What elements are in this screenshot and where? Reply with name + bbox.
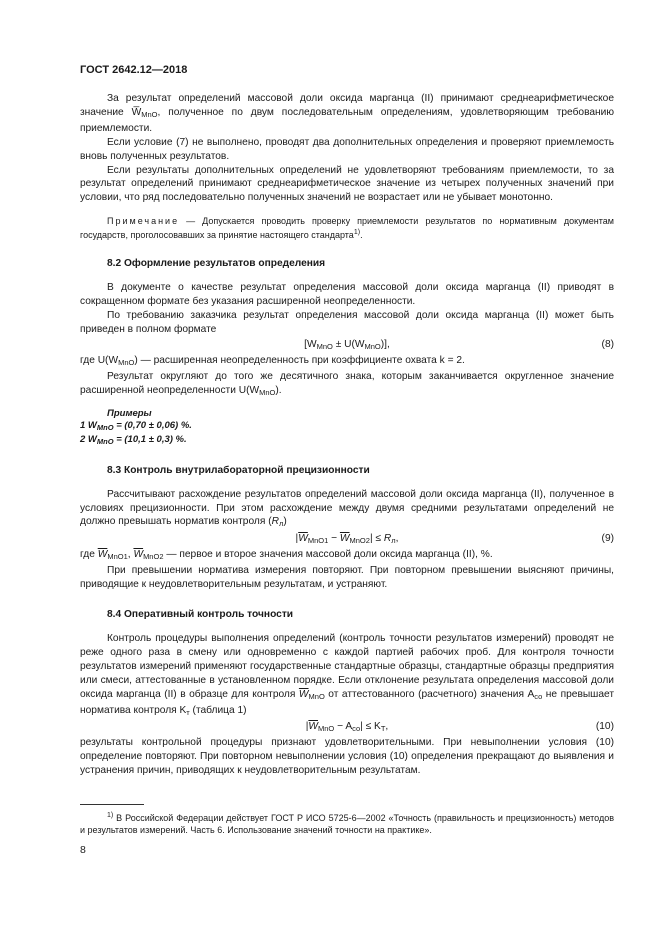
example-1: 1 $W_{MnO} = (0,70 \pm 0,06)$ %.	[80, 419, 192, 432]
main-content	[80, 92, 614, 778]
formula-10-number: (10)	[595, 721, 614, 733]
footnote-divider	[80, 804, 144, 805]
example-2: 2 $W_{MnO} = (10,1 \pm 0,3)$ %.	[80, 433, 187, 446]
note-label: Примечание	[107, 216, 180, 227]
formula-8-expr: $[W_{MnO} \pm U(W_{MnO})]$,	[304, 338, 390, 351]
document-header: ГОСТ 2642.12—2018	[80, 64, 188, 76]
paragraph-s82-where: где $U(W_{MnO})$ — расширенная неопределенность при коэффициенте охвата k = 2.	[80, 354, 465, 367]
formula-10-expr: $|\overline{W}_{MnO} - A_{со}| \le K_Т$,	[305, 721, 389, 734]
footnote	[80, 810, 614, 836]
section-8-2-title: 8.2 Оформление результатов определения	[107, 258, 326, 270]
formula-8	[80, 337, 614, 354]
formula-9-number: (9)	[601, 533, 614, 545]
text: , полученное по двум последовательным определениям, удовлетворяющим требованию приемлемости.	[80, 106, 614, 134]
paragraph-s82-1: В документе о качестве результат определения массовой доли оксида марганца (II) приводят в сокращенном формате без указания расширенной неопределенности.	[80, 282, 614, 308]
footnote-text: В Российской Федерации действует ГОСТ Р ИСО 5725-6—2002 «Точность (правильность и прецизионность) методов и результатов измерений. Часть 6. Использование значений точности на практике».	[80, 813, 614, 835]
note-text: — Допускается проводить проверку приемлемости результатов по нормативным документам государств, проголосовавших за принятие настоящего стандарта	[80, 216, 614, 241]
formula-9	[80, 531, 614, 548]
section-8-3-title: 8.3 Контроль внутрилабораторной прецизионности	[107, 464, 370, 476]
paragraph-s84-1: Контроль процедуры выполнения определений (контроль точности результатов измерений) проводят не реже одного раза в смену или одновременно с каждой партией рабочих проб. Для контроля точности результатов измерений применяют государственные стандартные образцы, стандартные образцы предприятия или смеси, аттестованные в установленном порядке. Если отклонение результата определения массовой доли оксида марганца (II) в образце для контроля $\overline{W}_{MnO}$ от аттестованного (расчетного) значения $A_{со}$ не превышает норматива контроля $K_т$ (таблица 1)	[80, 633, 615, 717]
subscript: MnO	[141, 109, 158, 119]
examples-title: Примеры	[107, 407, 152, 419]
paragraph-s82-3: Результат округляют до того же десятичного знака, которым заканчивается округленное значение расширенной неопределенности $U(W_{MnO})$.	[80, 370, 614, 397]
footnote-mark: 1)	[107, 812, 114, 819]
paragraph-result	[80, 92, 614, 136]
note: Примечание — Допускается проводить проверку приемлемости результатов по нормативным документам государств, проголосовавших за принятие настоящего стандарта$^{1)}$.	[80, 216, 614, 241]
examples	[80, 408, 614, 448]
paragraph-s83-1: Рассчитывают расхождение результатов определений массовой доли оксида марганца (II), полученное в условиях прецизионности. При этом расхождение между двумя средними результатами определений не должно превышать норматив контроля $(R_л)$	[80, 488, 614, 529]
formula-9-expr: $|\overline{W}_{MnO1} - \overline{W}_{MnO2}| \le R_л$,	[295, 533, 399, 546]
paragraph-condition: Если условие (7) не выполнено, проводят два дополнительных определения и проверяют приемлемость вновь полученных результатов.	[80, 136, 614, 162]
formula-10	[80, 719, 614, 736]
footnote-mark: 1)	[353, 229, 361, 237]
section-8-4-title: 8.4 Оперативный контроль точности	[107, 609, 294, 621]
paragraph-s84-2: результаты контрольной процедуры признают удовлетворительными. При невыполнении условия (10) определение повторяют. При повторном невыполнении условия (10) определения прекращают до выявления и устранения причин, приводящих к неудовлетворительным результатам.	[80, 737, 614, 777]
page-number: 8	[80, 844, 86, 856]
paragraph-additional: Если результаты дополнительных определений не удовлетворяют требованиям приемлемости, то за результат определений принимают среднеарифметическое значение из четырех полученных значений при условии, что ряд последовательно полученных значений не возрастает или не убывает монотонно.	[80, 164, 614, 204]
paragraph-s83-2: При превышении норматива измерения повторяют. При повторном превышении выясняют причины, приводящие к неудовлетворительным результатам, и устраняют.	[80, 565, 614, 591]
paragraph-s82-2: По требованию заказчика результат определения массовой доли оксида марганца (II) может быть приведен в полном формате	[80, 310, 614, 335]
text: За результат определений массовой доли оксида марганца (II) принимают среднеарифметическое значение W̅	[80, 93, 614, 118]
formula-8-number: (8)	[601, 338, 614, 350]
paragraph-s83-where: где $\overline{W}_{MnO1}$, $\overline{W}_{MnO2}$ — первое и второе значения массовой доли оксида марганца (II), %.	[80, 549, 493, 562]
